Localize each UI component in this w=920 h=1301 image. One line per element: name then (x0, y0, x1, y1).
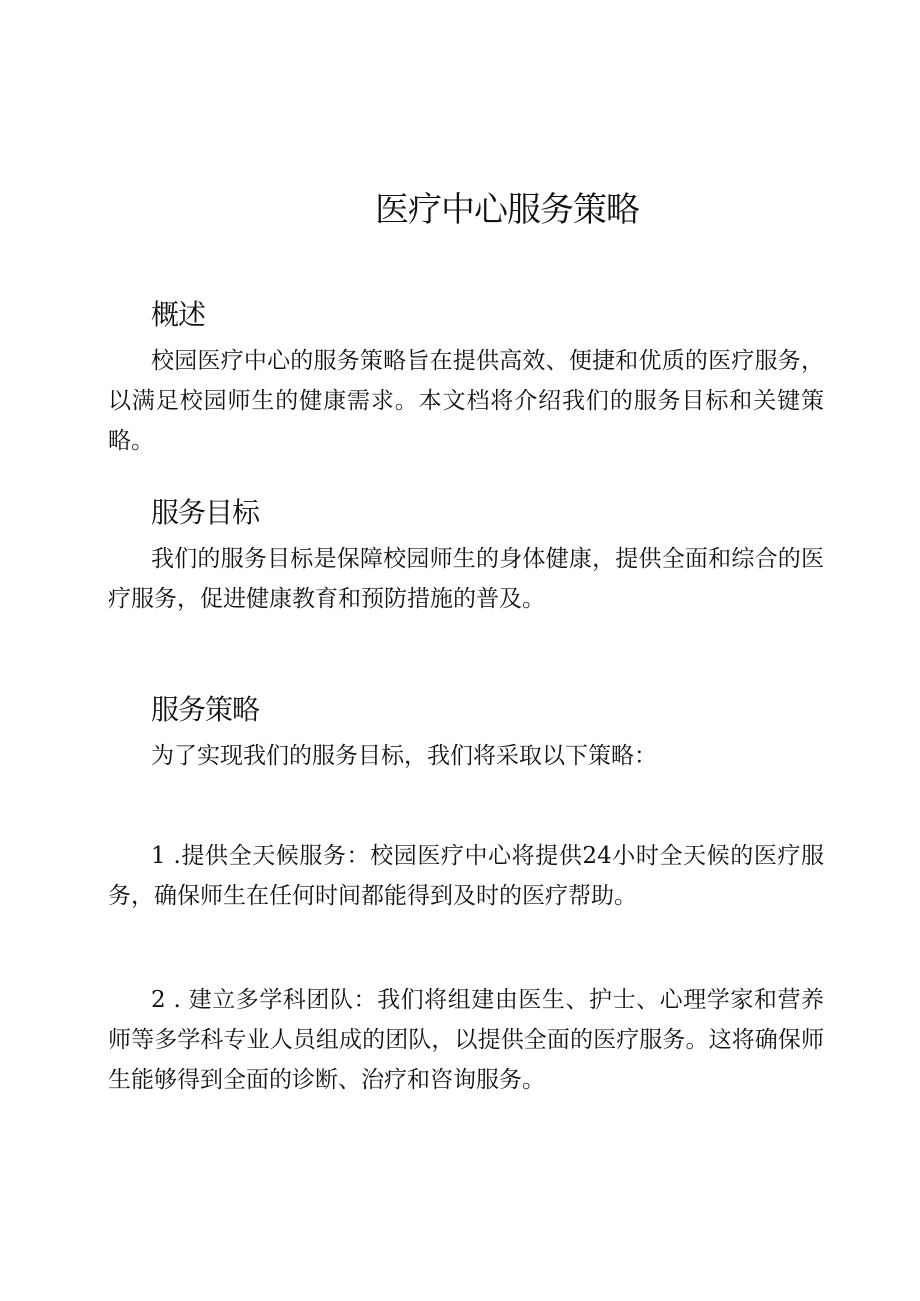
paragraph-strategies-intro: 为了实现我们的服务目标，我们将采取以下策略： (151, 743, 657, 769)
document-title: 医疗中心服务策略 (375, 190, 639, 230)
section-heading-overview: 概述 (151, 298, 206, 331)
paragraph-strategy-1: 1 .提供全天候服务：校园医疗中心将提供24小时全天候的医疗服务，确保师生在任何时间都能得到及时的医疗帮助。 (108, 843, 824, 909)
strategy-item-1 (108, 836, 824, 916)
strategy-item-2 (108, 980, 824, 1100)
section-heading-goals: 服务目标 (151, 496, 260, 529)
paragraph-strategy-2: 2 . 建立多学科团队：我们将组建由医生、护士、心理学家和营养师等多学科专业人员组成的团队，以提供全面的医疗服务。这将确保师生能够得到全面的诊断、治疗和咨询服务。 (108, 987, 824, 1093)
section-strategies (108, 690, 824, 776)
paragraph-overview: 校园医疗中心的服务策略旨在提供高效、便捷和优质的医疗服务，以满足校园师生的健康需求。本文档将介绍我们的服务目标和关键策略。 (108, 348, 824, 454)
section-overview (108, 295, 824, 461)
section-goals (108, 493, 824, 619)
paragraph-goals: 我们的服务目标是保障校园师生的身体健康，提供全面和综合的医疗服务，促进健康教育和预防措施的普及。 (108, 546, 824, 612)
section-heading-strategies: 服务策略 (151, 693, 260, 726)
